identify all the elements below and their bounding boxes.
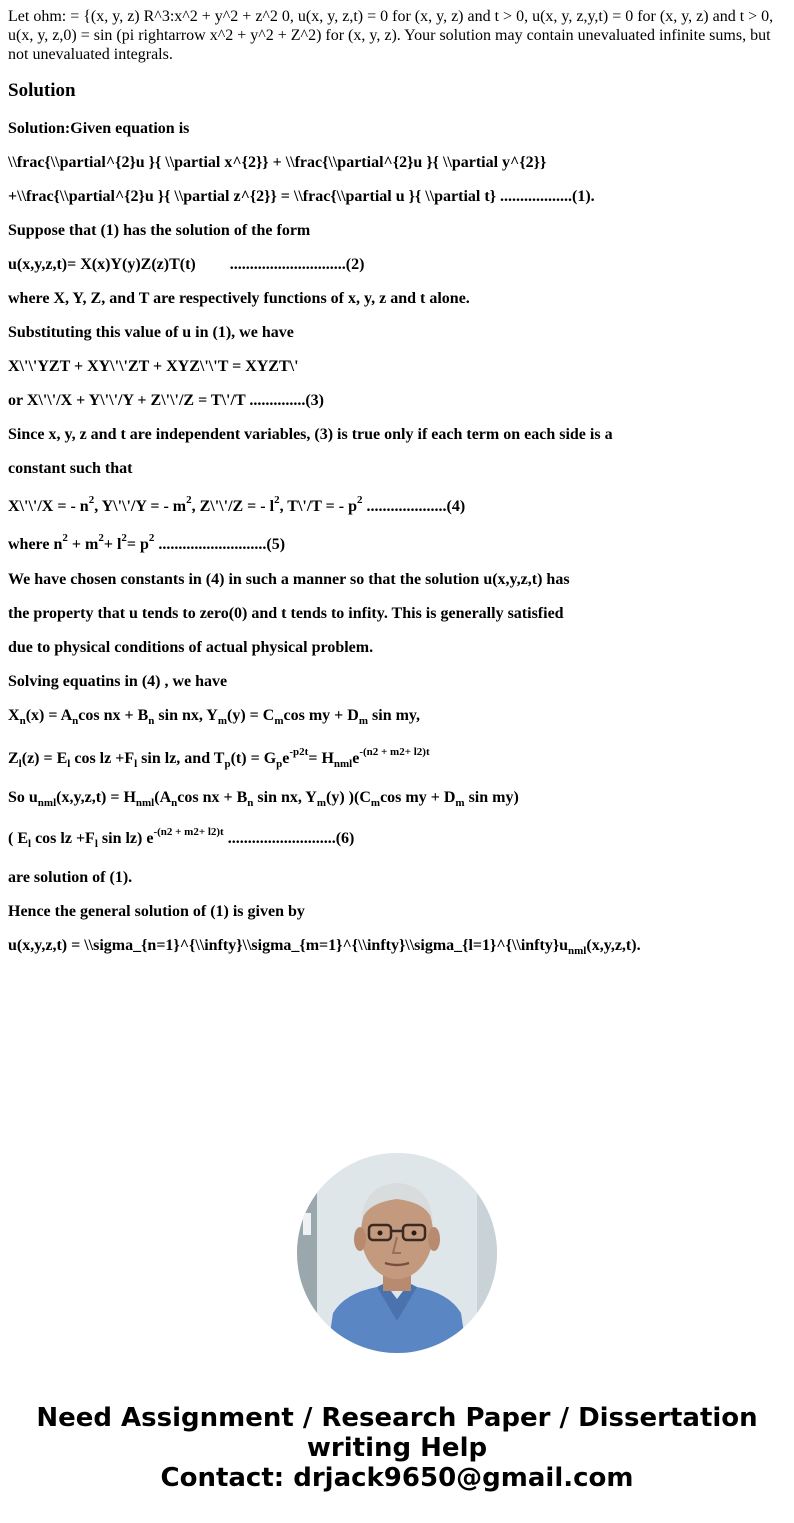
zl-sub: l	[18, 758, 22, 771]
solution-line-20	[8, 788, 519, 808]
hnml-sub: nml	[333, 758, 353, 771]
question-text: Let ohm: = {(x, y, z) R^3:x^2 + y^2 + z^2 0, u(x, y, z,t) = 0 for (x, y, z) and t > 0, u(x, y, z,y,t) = 0 for (x, y, z) and t > 0, u(x, y, z,0) = sin (pi rightarrow x^2 + y^2 + Z^2) for (x, y, z). Your solution may contain unevaluated infinite sums, but not unevaluated integrals.	[8, 8, 774, 63]
fl-sub: l	[134, 758, 138, 771]
exp-power-2: -(n2 + m2+ l2)t	[359, 745, 430, 758]
exp-base-2: e	[352, 750, 360, 767]
solution-line-14: We have chosen constants in (4) in such a manner so that the solution u(x,y,z,t) has	[8, 571, 570, 588]
cm2-text: (y) )(C	[326, 789, 371, 806]
hnml-text: = H	[308, 750, 334, 767]
solution-line-18	[8, 706, 420, 726]
eq5-n: where n	[8, 536, 63, 553]
exp-base-3: sin lz) e	[97, 830, 154, 847]
eq4-t: , T\'/T = - p	[279, 498, 358, 515]
bn-text: cos nx + B	[78, 707, 149, 724]
general-solution-tail: (x,y,z,t).	[586, 937, 641, 954]
el2-text: ( E	[8, 830, 28, 847]
solution-line-22: are solution of (1).	[8, 869, 133, 886]
fl2-sub: l	[94, 838, 98, 851]
hnml2-sub: nml	[135, 797, 155, 810]
eq4-z-exp: 2	[274, 493, 280, 506]
solution-line-23: Hence the general solution of (1) is given by	[8, 903, 305, 920]
general-solution-text: u(x,y,z,t) = \\sigma_{n=1}^{\\infty}\\sigma_{m=1}^{\\infty}\\sigma_{l=1}^{\\infty}u	[8, 937, 569, 954]
an2-text: (A	[154, 789, 172, 806]
solution-line-5	[8, 255, 364, 275]
solution-heading: Solution	[8, 80, 76, 101]
eq4-x-exp: 2	[88, 493, 95, 506]
solution-line-10: Since x, y, z and t are independent variables, (3) is true only if each term on each side is a	[8, 426, 613, 443]
tp-sub: p	[224, 758, 231, 771]
zl-text: Z	[8, 750, 19, 767]
ym-sub: m	[217, 715, 228, 728]
author-avatar	[297, 1153, 497, 1353]
unml-sub: nml	[37, 797, 57, 810]
solution-line-6: where X, Y, Z, and T are respectively functions of x, y, z and t alone.	[8, 290, 470, 307]
eq4-x: X\'\'/X = - n	[8, 498, 89, 515]
ym2-sub: m	[316, 797, 327, 810]
solution-line-8: X\'\'YZT + XY\'\'ZT + XYZ\'\'T = XYZT\'	[8, 358, 299, 375]
el2-sub: l	[28, 838, 32, 851]
ym-text: sin nx, Y	[154, 707, 218, 724]
dm-text: cos my + D	[283, 707, 359, 724]
exp-base-1: e	[282, 750, 290, 767]
hnml2-text: (x,y,z,t) = H	[56, 789, 136, 806]
eq4-y: , Y\'\'/Y = - m	[94, 498, 187, 515]
eq5-m-exp: 2	[98, 531, 104, 544]
author-photo-illustration	[297, 1153, 497, 1353]
eq5-label: ...........................(5)	[154, 536, 286, 553]
bn2-sub: n	[247, 797, 254, 810]
exp-power-3: -(n2 + m2+ l2)t	[153, 825, 224, 838]
el-text: (z) = E	[21, 750, 68, 767]
el-sub: l	[67, 758, 71, 771]
eq5-p: = p	[126, 536, 149, 553]
xn-text: X	[8, 707, 20, 724]
eq4-t-exp: 2	[357, 493, 363, 506]
solution-line-7: Substituting this value of u in (1), we have	[8, 324, 294, 341]
solution-line-11: constant such that	[8, 460, 133, 477]
dm-sub: m	[358, 715, 369, 728]
xn-sub: n	[19, 715, 26, 728]
exp-power-1: -p2t	[289, 745, 309, 758]
promo-line-1: Need Assignment / Research Paper / Dissertation	[36, 1403, 758, 1433]
cm-sub: m	[274, 715, 284, 728]
promo-line-2: writing Help	[306, 1433, 488, 1463]
eq4-label: ....................(4)	[362, 498, 466, 515]
an-sub: n	[72, 715, 79, 728]
solution-line-21	[8, 825, 355, 851]
cm2-sub: m	[370, 797, 381, 810]
ym2-text: sin nx, Y	[253, 789, 317, 806]
an-text: (x) = A	[25, 707, 73, 724]
eq4-y-exp: 2	[186, 493, 192, 506]
eq4-z: , Z\'\'/Z = - l	[191, 498, 275, 515]
solution-line-3: +\\frac{\\partial^{2}u }{ \\partial z^{2}} = \\frac{\\partial u }{ \\partial t} ..................(1).	[8, 188, 595, 205]
solution-line-12	[8, 493, 466, 517]
dm2-text: cos my + D	[380, 789, 456, 806]
an2-sub: n	[171, 797, 178, 810]
line-20-tail: sin my)	[464, 789, 519, 806]
unml-text: So u	[8, 789, 38, 806]
solution-line-17: Solving equatins in (4) , we have	[8, 673, 228, 690]
fl-text: cos lz +F	[70, 750, 135, 767]
solution-line-1: Solution:Given equation is	[8, 120, 190, 137]
gp-sub: p	[276, 758, 283, 771]
fl2-text: cos lz +F	[31, 830, 95, 847]
dm2-sub: m	[455, 797, 465, 810]
solution-line-4: Suppose that (1) has the solution of the form	[8, 222, 311, 239]
gp-text: (t) = G	[230, 750, 277, 767]
promo-contact: Contact: drjack9650@gmail.com	[160, 1463, 634, 1493]
eq5-n-exp: 2	[62, 531, 68, 544]
solution-line-19	[8, 745, 430, 771]
tp-text: sin lz, and T	[137, 750, 225, 767]
bn2-text: cos nx + B	[177, 789, 248, 806]
eq5-p-exp: 2	[148, 531, 155, 544]
line-5-label: .............................(2)	[229, 256, 365, 273]
eq5-m: + m	[67, 536, 99, 553]
solution-line-9: or X\'\'/X + Y\'\'/Y + Z\'\'/Z = T\'/T ..............(3)	[8, 392, 324, 409]
eq5-l-exp: 2	[121, 531, 127, 544]
solution-line-15: the property that u tends to zero(0) and t tends to infity. This is generally satisfied	[8, 605, 564, 622]
bn-sub: n	[148, 715, 155, 728]
solution-line-16: due to physical conditions of actual physical problem.	[8, 639, 374, 656]
eq5-l: + l	[103, 536, 122, 553]
solution-line-24	[8, 936, 641, 956]
eq6-label: ...........................(6)	[223, 830, 355, 847]
cm-text: (y) = C	[227, 707, 275, 724]
line-18-tail: sin my,	[368, 707, 421, 724]
promo-banner	[0, 1403, 794, 1493]
solution-line-2: \\frac{\\partial^{2}u }{ \\partial x^{2}} + \\frac{\\partial^{2}u }{ \\partial y^{2}}	[8, 154, 547, 171]
line-5-expression: u(x,y,z,t)= X(x)Y(y)Z(z)T(t)	[8, 256, 196, 273]
solution-line-13	[8, 531, 286, 555]
general-solution-sub: nml	[568, 945, 587, 958]
